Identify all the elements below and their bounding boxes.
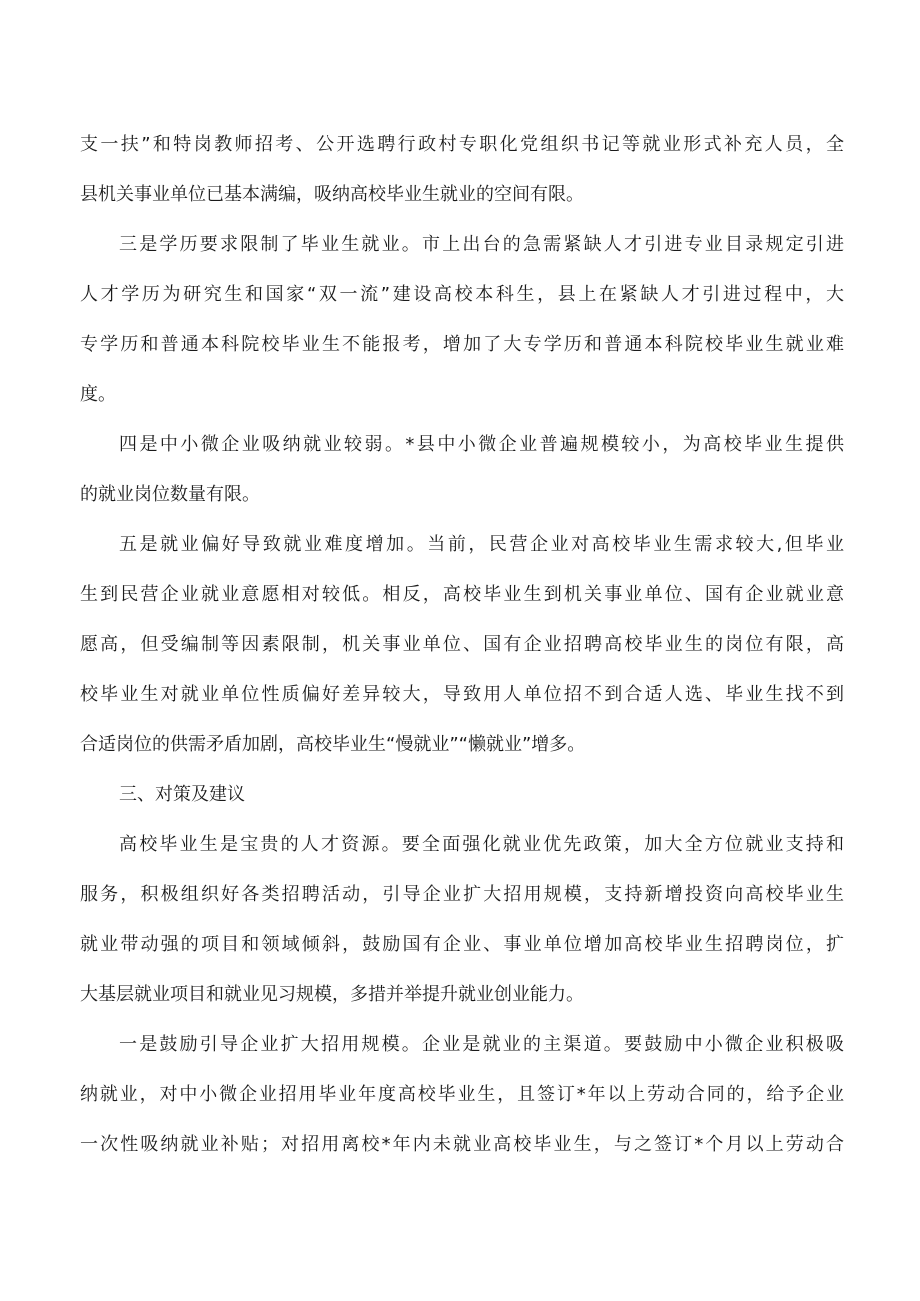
text-line: 支一扶”和特岗教师招考、公开选聘行政村专职化党组织书记等就业形式补充人员，全 [80, 134, 844, 155]
text-line: 大基层就业项目和就业见习规模，多措并举提升就业创业能力。 [80, 984, 584, 1005]
text-line: 度。 [80, 384, 116, 405]
text-line: 五是就业偏好导致就业难度增加。当前，民营企业对高校毕业生需求较大,但毕业 [119, 534, 844, 555]
text-line: 三是学历要求限制了毕业生就业。市上出台的急需紧缺人才引进专业目录规定引进 [119, 234, 844, 255]
text-line: 专学历和普通本科院校毕业生不能报考，增加了大专学历和普通本科院校毕业生就业难 [80, 334, 844, 355]
text-line: 一次性吸纳就业补贴；对招用离校*年内未就业高校毕业生，与之签订*个月以上劳动合 [80, 1134, 844, 1155]
text-line: 四是中小微企业吸纳就业较弱。*县中小微企业普遍规模较小，为高校毕业生提供 [119, 434, 844, 455]
section-heading: 三、对策及建议 [119, 784, 245, 805]
text-line: 人才学历为研究生和国家“双一流”建设高校本科生，县上在紧缺人才引进过程中，大 [80, 284, 844, 305]
document-body [80, 120, 844, 1170]
text-line: 校毕业生对就业单位性质偏好差异较大，导致用人单位招不到合适人选、毕业生找不到 [80, 684, 844, 705]
text-line: 生到民营企业就业意愿相对较低。相反，高校毕业生到机关事业单位、国有企业就业意 [80, 584, 844, 605]
text-line: 县机关事业单位已基本满编，吸纳高校毕业生就业的空间有限。 [80, 184, 584, 205]
text-line: 合适岗位的供需矛盾加剧，高校毕业生“慢就业”“懒就业”增多。 [80, 734, 586, 755]
text-line: 服务，积极组织好各类招聘活动，引导企业扩大招用规模，支持新增投资向高校毕业生 [80, 884, 844, 905]
text-line: 的就业岗位数量有限。 [80, 484, 260, 505]
text-line: 高校毕业生是宝贵的人才资源。要全面强化就业优先政策，加大全方位就业支持和 [119, 834, 844, 855]
text-line: 就业带动强的项目和领域倾斜，鼓励国有企业、事业单位增加高校毕业生招聘岗位，扩 [80, 934, 844, 955]
text-line: 愿高，但受编制等因素限制，机关事业单位、国有企业招聘高校毕业生的岗位有限，高 [80, 634, 844, 655]
text-line: 纳就业，对中小微企业招用毕业年度高校毕业生，且签订*年以上劳动合同的，给予企业 [80, 1084, 844, 1105]
text-line: 一是鼓励引导企业扩大招用规模。企业是就业的主渠道。要鼓励中小微企业积极吸 [119, 1034, 844, 1055]
